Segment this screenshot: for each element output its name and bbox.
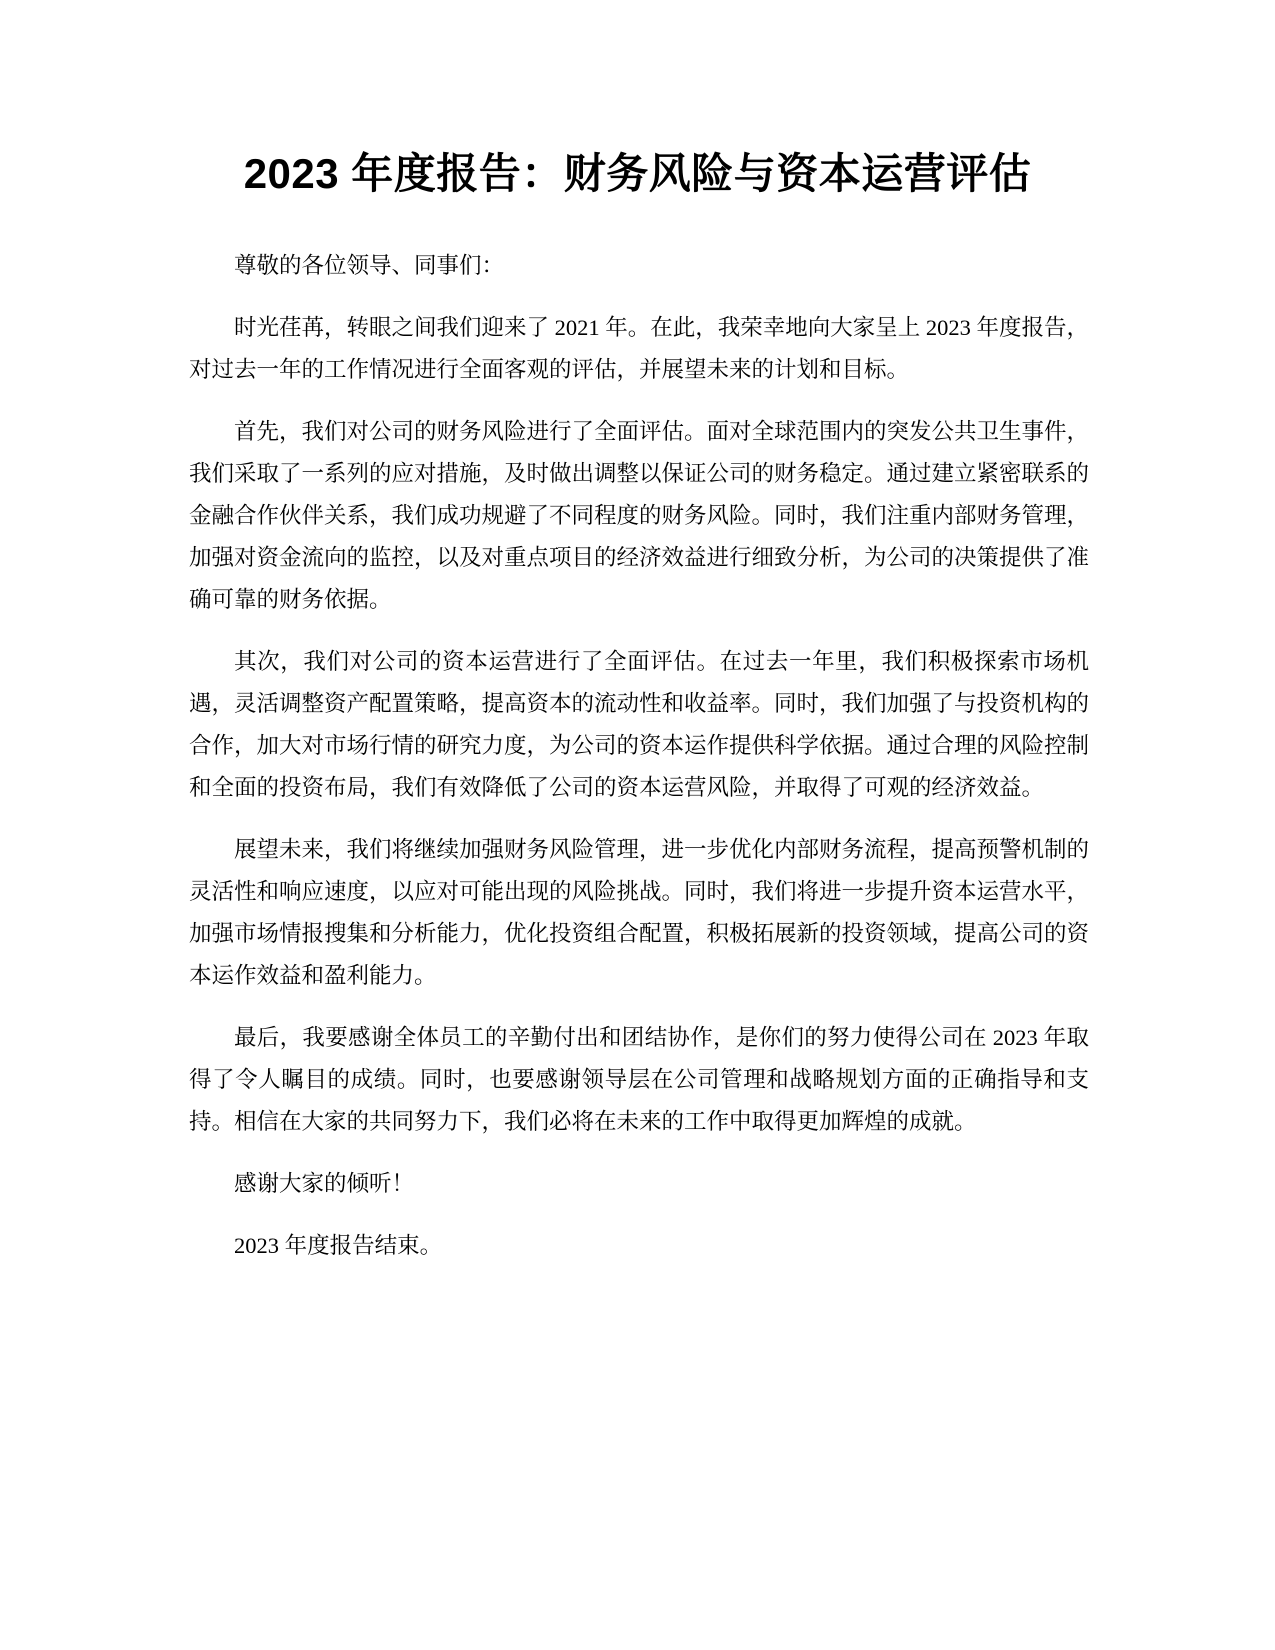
intro-paragraph: 时光荏苒，转眼之间我们迎来了 2021 年。在此，我荣幸地向大家呈上 2023 年度报告，对过去一年的工作情况进行全面客观的评估，并展望未来的计划和目标。 bbox=[189, 315, 1090, 382]
capital-operation-paragraph: 其次，我们对公司的资本运营进行了全面评估。在过去一年里，我们积极探索市场机遇，灵活调整资产配置策略，提高资本的流动性和收益率。同时，我们加强了与投资机构的合作，加大对市场行情的研究力度，为公司的资本运作提供科学依据。通过合理的风险控制和全面的投资布局，我们有效降低了公司的资本运营风险，并取得了可观的经济效益。 bbox=[189, 649, 1090, 800]
acknowledgement-paragraph: 最后，我要感谢全体员工的辛勤付出和团结协作，是你们的努力使得公司在 2023 年取得了令人瞩目的成绩。同时，也要感谢领导层在公司管理和战略规划方面的正确指导和支持。相信在大家的共同努力下，我们必将在未来的工作中取得更加辉煌的成就。 bbox=[189, 1025, 1089, 1134]
document-title: 2023 年度报告：财务风险与资本运营评估 bbox=[243, 150, 1032, 197]
closing-paragraph: 2023 年度报告结束。 bbox=[234, 1233, 443, 1258]
document-body bbox=[189, 245, 1089, 1287]
salutation-paragraph: 尊敬的各位领导、同事们： bbox=[234, 253, 505, 278]
outlook-paragraph: 展望未来，我们将继续加强财务风险管理，进一步优化内部财务流程，提高预警机制的灵活性和响应速度，以应对可能出现的风险挑战。同时，我们将进一步提升资本运营水平，加强市场情报搜集和分析能力，优化投资组合配置，积极拓展新的投资领域，提高公司的资本运作效益和盈利能力。 bbox=[189, 837, 1090, 988]
thanks-paragraph: 感谢大家的倾听！ bbox=[234, 1171, 415, 1196]
financial-risk-paragraph: 首先，我们对公司的财务风险进行了全面评估。面对全球范围内的突发公共卫生事件，我们采取了一系列的应对措施，及时做出调整以保证公司的财务稳定。通过建立紧密联系的金融合作伙伴关系，我们成功规避了不同程度的财务风险。同时，我们注重内部财务管理，加强对资金流向的监控，以及对重点项目的经济效益进行细致分析，为公司的决策提供了准确可靠的财务依据。 bbox=[189, 419, 1090, 612]
